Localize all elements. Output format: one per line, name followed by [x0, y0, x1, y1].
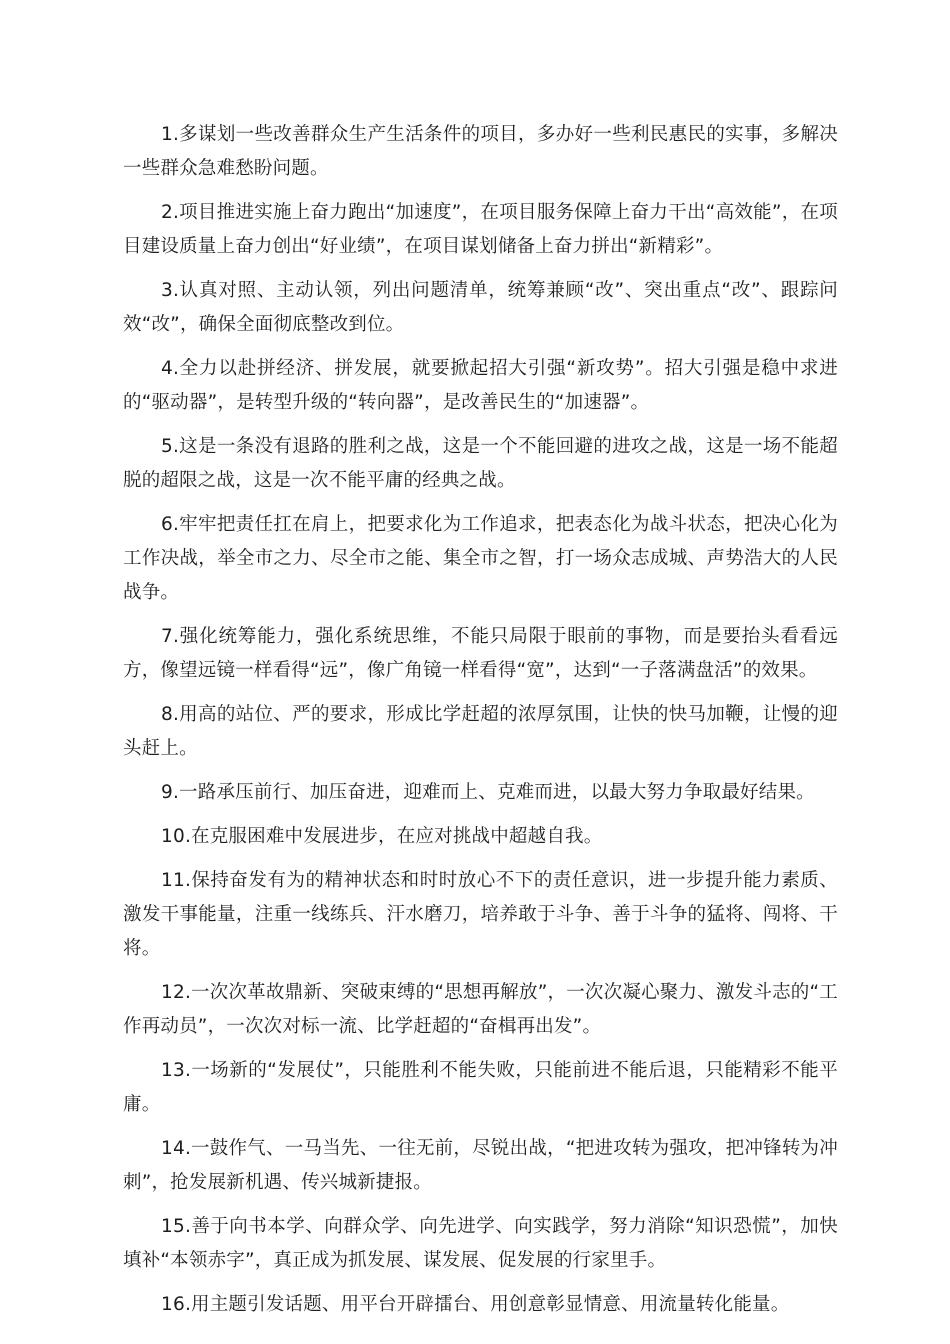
paragraph-14: 14.一鼓作气、一马当先、一往无前，尽锐出战，“把进攻转为强攻，把冲锋转为冲刺”，抢发展新机遇、传兴城新捷报。	[123, 1138, 838, 1193]
paragraph-15: 15.善于向书本学、向群众学、向先进学、向实践学，努力消除“知识恐慌”，加快填补“本领赤字”，真正成为抓发展、谋发展、促发展的行家里手。	[123, 1216, 838, 1271]
paragraph-2: 2.项目推进实施上奋力跑出“加速度”，在项目服务保障上奋力干出“高效能”，在项目建设质量上奋力创出“好业绩”，在项目谋划储备上奋力拼出“新精彩”。	[123, 202, 838, 257]
paragraph-9: 9.一路承压前行、加压奋进，迎难而上、克难而进，以最大努力争取最好结果。	[161, 782, 815, 803]
paragraph-3: 3.认真对照、主动认领，列出问题清单，统筹兼顾“改”、突出重点“改”、跟踪问效“改”，确保全面彻底整改到位。	[123, 280, 838, 335]
paragraph-4: 4.全力以赴拼经济、拼发展，就要掀起招大引强“新攻势”。招大引强是稳中求进的“驱动器”，是转型升级的“转向器”，是改善民生的“加速器”。	[123, 358, 838, 413]
paragraph-8: 8.用高的站位、严的要求，形成比学赶超的浓厚氛围，让快的快马加鞭，让慢的迎头赶上。	[123, 704, 838, 759]
paragraph-7: 7.强化统筹能力，强化系统思维，不能只局限于眼前的事物，而是要抬头看看远方，像望远镜一样看得“远”，像广角镜一样看得“宽”，达到“一子落满盘活”的效果。	[123, 626, 838, 681]
paragraph-5: 5.这是一条没有退路的胜利之战，这是一个不能回避的进攻之战，这是一场不能超脱的超限之战，这是一次不能平庸的经典之战。	[123, 436, 838, 491]
document-body	[123, 118, 838, 1332]
paragraph-11: 11.保持奋发有为的精神状态和时时放心不下的责任意识，进一步提升能力素质、激发干事能量，注重一线练兵、汗水磨刀，培养敢于斗争、善于斗争的猛将、闯将、干将。	[123, 870, 838, 959]
paragraph-10: 10.在克服困难中发展进步，在应对挑战中超越自我。	[161, 826, 603, 847]
paragraph-13: 13.一场新的“发展仗”，只能胜利不能失败，只能前进不能后退，只能精彩不能平庸。	[123, 1060, 838, 1115]
paragraph-12: 12.一次次革故鼎新、突破束缚的“思想再解放”，一次次凝心聚力、激发斗志的“工作再动员”，一次次对标一流、比学赶超的“奋楫再出发”。	[123, 982, 838, 1037]
paragraph-16: 16.用主题引发话题、用平台开辟擂台、用创意彰显情意、用流量转化能量。	[161, 1294, 790, 1315]
paragraph-1: 1.多谋划一些改善群众生产生活条件的项目，多办好一些利民惠民的实事，多解决一些群众急难愁盼问题。	[123, 124, 838, 179]
paragraph-6: 6.牢牢把责任扛在肩上，把要求化为工作追求，把表态化为战斗状态，把决心化为工作决战，举全市之力、尽全市之能、集全市之智，打一场众志成城、声势浩大的人民战争。	[123, 514, 838, 603]
